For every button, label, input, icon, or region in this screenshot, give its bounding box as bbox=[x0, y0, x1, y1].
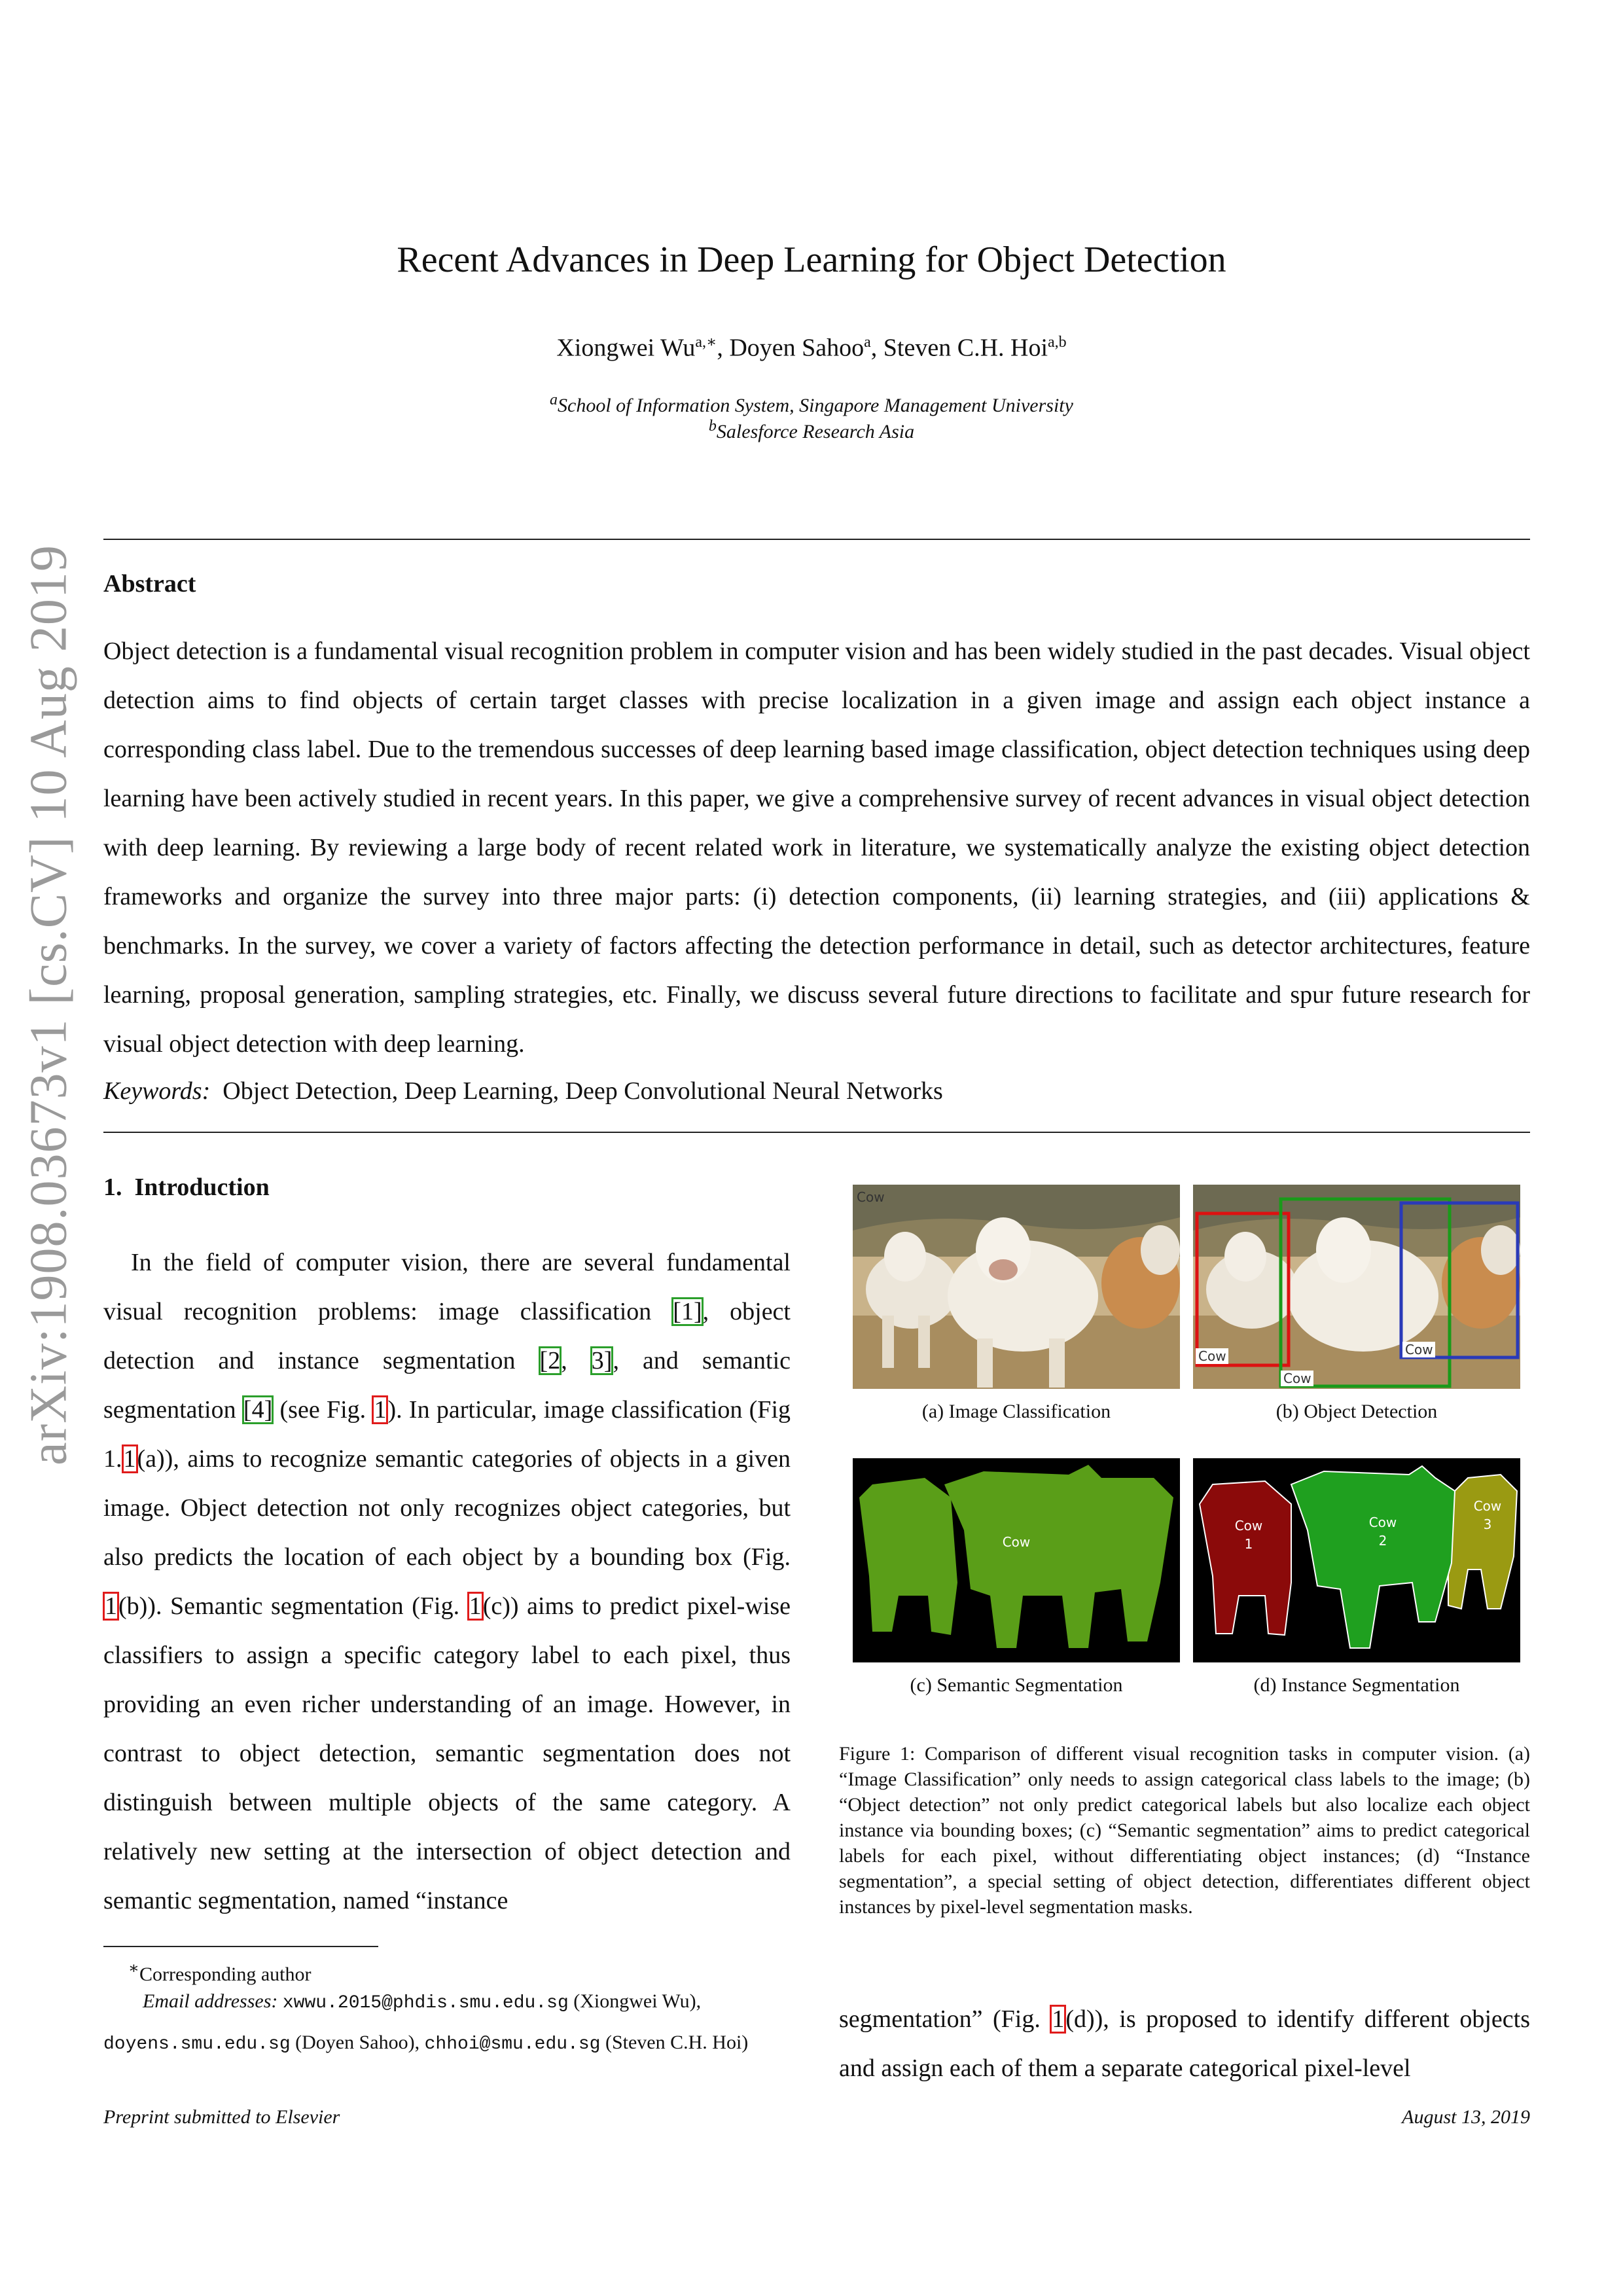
body-text: segmentation” (Fig. bbox=[839, 2005, 1051, 2033]
affiliation bbox=[0, 391, 1623, 417]
abstract-bottom-rule bbox=[103, 1132, 1530, 1133]
email-owner: (Xiongwei Wu), bbox=[573, 1990, 702, 2012]
figure-panel-a bbox=[853, 1185, 1180, 1389]
class-label: Cow bbox=[1002, 1534, 1031, 1550]
subfigure-caption: (d) Instance Segmentation bbox=[1253, 1674, 1460, 1696]
cow-photo-a bbox=[853, 1185, 1180, 1389]
intro-text: In the field of computer vision, there are several fundamental visual recognition problems: image classification bbox=[103, 1249, 791, 1325]
citation-link[interactable]: 3] bbox=[591, 1347, 613, 1374]
affiliation-text: School of Information System, Singapore Management University bbox=[558, 395, 1073, 416]
instance-number: 2 bbox=[1378, 1533, 1387, 1549]
footnote-emails bbox=[103, 1982, 797, 2064]
citation-link[interactable]: [1] bbox=[673, 1298, 702, 1325]
intro-text: (c)) aims to predict pixel-wise classifiers to assign a specific category label to each pixel, thus providing an even richer understanding of an image. However, in contrast to object detection, semantic segmentation does not distinguish between multiple objects of the same category. A relatively new setting at the intersection of object detection and semantic segmentation, named “instance bbox=[103, 1592, 791, 1914]
instance-number: 1 bbox=[1244, 1536, 1253, 1552]
citation-link[interactable]: [2 bbox=[539, 1347, 561, 1374]
figure-link[interactable]: 1 bbox=[123, 1445, 136, 1473]
semantic-mask bbox=[853, 1458, 1180, 1662]
instance-label: Cow bbox=[1473, 1498, 1502, 1514]
instance-label: Cow bbox=[1368, 1515, 1397, 1530]
box-label: Cow bbox=[1283, 1371, 1311, 1386]
intro-text: (b)). Semantic segmentation (Fig. bbox=[118, 1592, 468, 1620]
section-number: 1. bbox=[103, 1174, 122, 1201]
author-name: Xiongwei Wu bbox=[556, 334, 696, 362]
affiliation-sup: b bbox=[708, 418, 717, 435]
figure-caption: Figure 1: Comparison of different visual recognition tasks in computer vision. (a) “Image Classification” only needs to assign categorical class labels to the image; (b) “Object detection” not only predict categorical labels but also localize each object instance via bounding boxes; (c) “Semantic segmentation” aims to predict categorical labels for each pixel, without differentiating object instances; (d) “Instance segmentation”, a special setting of object detection, differentiates different object instances by pixel-level segmentation masks. bbox=[839, 1743, 1530, 1918]
affiliation bbox=[0, 418, 1623, 443]
intro-text: (see Fig. bbox=[273, 1396, 373, 1424]
figure-link[interactable]: 1 bbox=[1052, 2005, 1065, 2033]
right-column-text bbox=[839, 1995, 1530, 2093]
keywords-text: Object Detection, Deep Learning, Deep Convolutional Neural Networks bbox=[223, 1077, 943, 1105]
footer-left: Preprint submitted to Elsevier bbox=[103, 2106, 340, 2128]
author-name: Doyen Sahoo bbox=[729, 334, 865, 362]
footnote-mark: ∗ bbox=[128, 1960, 139, 1977]
intro-text: , object detection and instance segmentation bbox=[103, 1298, 791, 1374]
intro-text: ). In particular, image classification (Fig 1. bbox=[103, 1396, 791, 1473]
box-label: Cow bbox=[1405, 1342, 1433, 1357]
figure-link[interactable]: 1 bbox=[374, 1396, 387, 1424]
figure-panel-b bbox=[1193, 1185, 1520, 1389]
figure-panel-c bbox=[853, 1458, 1180, 1662]
arxiv-stamp: arXiv:1908.03673v1 [cs.CV] 10 Aug 2019 bbox=[20, 545, 78, 1465]
author-name: Steven C.H. Hoi bbox=[883, 334, 1048, 362]
box-label: Cow bbox=[1198, 1348, 1226, 1364]
subfigure-caption: (c) Semantic Segmentation bbox=[910, 1674, 1123, 1696]
footnote-rule bbox=[103, 1946, 378, 1947]
figure-panel-d bbox=[1193, 1458, 1520, 1662]
instance-mask bbox=[1193, 1458, 1520, 1662]
abstract-text: Object detection is a fundamental visual recognition problem in computer vision and has been widely studied in the past decades. Visual object detection aims to find objects of certain target classes with precise localization in a given image and assign each object instance a corresponding class label. Due to the tremendous successes of deep learning based image classification, object detection techniques using deep learning have been actively studied in recent years. In this paper, we give a comprehensive survey of recent advances in visual object detection with deep learning. By reviewing a large body of recent related work in literature, we systematically analyze the existing object detection frameworks and organize the survey into three major parts: (i) detection components, (ii) learning strategies, and (iii) applications & benchmarks. In the survey, we cover a variety of factors affecting the detection performance in detail, such as detector architectures, feature learning, proposal generation, sampling strategies, etc. Finally, we discuss several future directions to facilitate and spur future research for visual object detection with deep learning. bbox=[103, 637, 1530, 1058]
email-link[interactable]: xwwu.2015@phdis.smu.edu.sg bbox=[282, 1993, 569, 2013]
email-owner: (Steven C.H. Hoi) bbox=[605, 2032, 749, 2053]
intro-text: (a)), aims to recognize semantic categories of objects in a given image. Object detection not only recognizes object categories, but also predicts the location of each object by a bounding box (Fig. bbox=[103, 1445, 791, 1571]
author-sup: a,b bbox=[1048, 334, 1067, 351]
cow-photo-b bbox=[1193, 1185, 1520, 1389]
paper-title: Recent Advances in Deep Learning for Object Detection bbox=[397, 240, 1226, 280]
instance-number: 3 bbox=[1483, 1516, 1492, 1532]
keywords-label: Keywords: bbox=[103, 1077, 211, 1105]
citation-link[interactable]: [4] bbox=[243, 1396, 273, 1424]
author-list: Xiongwei $Wu^{a,∗}$, Doyen Sahoo$^a$, Steven C.H. Hoi$^{a,b}$ bbox=[556, 334, 1067, 362]
class-label: Cow bbox=[857, 1189, 885, 1205]
affiliation-text: Salesforce Research Asia bbox=[716, 421, 915, 442]
keywords bbox=[103, 1077, 943, 1105]
email-owner: (Doyen Sahoo), bbox=[295, 2032, 420, 2053]
footnote-text: Corresponding author bbox=[139, 1964, 312, 1985]
footer-right: August 13, 2019 bbox=[1402, 2106, 1530, 2128]
figure-link[interactable]: 1 bbox=[105, 1592, 117, 1620]
subfigure-caption: (b) Object Detection bbox=[1275, 1401, 1438, 1422]
figure-link[interactable]: 1 bbox=[469, 1592, 482, 1620]
top-rule bbox=[103, 539, 1530, 540]
instance-label: Cow bbox=[1234, 1518, 1263, 1534]
intro-text: , bbox=[561, 1347, 591, 1374]
section-heading bbox=[103, 1173, 270, 1202]
author-sup: a,∗ bbox=[695, 334, 717, 351]
abstract-heading: Abstract bbox=[103, 570, 196, 598]
subfigure-caption: (a) Image Classification bbox=[921, 1401, 1111, 1422]
intro-text: , and semantic segmentation bbox=[103, 1347, 791, 1424]
email-label: Email addresses: bbox=[143, 1990, 278, 2012]
affiliation-sup: a bbox=[550, 391, 558, 408]
email-link[interactable]: doyens.smu.edu.sg bbox=[103, 2034, 291, 2054]
section-title: Introduction bbox=[134, 1174, 270, 1201]
author-sup: a bbox=[864, 334, 871, 351]
intro-paragraph bbox=[103, 1238, 791, 1926]
body-text: (d)), is proposed to identify different objects and assign each of them a separate categorical pixel-level bbox=[839, 2005, 1530, 2082]
email-link[interactable]: chhoi@smu.edu.sg bbox=[424, 2034, 601, 2054]
